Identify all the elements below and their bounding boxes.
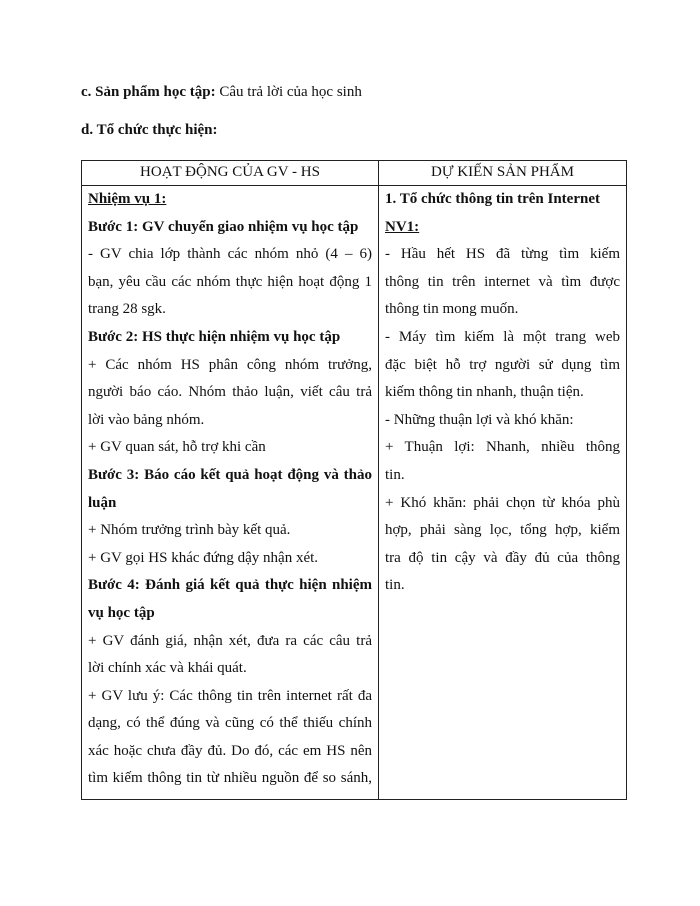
product-line [81,84,362,101]
activity-text-line: + GV quan sát, hỗ trợ khi cần [88,439,266,456]
product-text-line: thông tin mong muốn. [385,301,519,318]
product-text-line: 1. Tổ chức thông tin trên Internet [385,191,600,207]
product-label: c. Sản phẩm học tập: [81,84,216,100]
activity-text-line: trang 28 sgk. [88,301,166,318]
product-text-line: kiếm thông tin nhanh, thuận tiện. [385,384,584,401]
header-expected-product: DỰ KIẾN SẢN PHẨM [379,161,627,186]
product-text-line: + Thuận lợi: Nhanh, nhiều thông [385,439,620,456]
product-text-line: - Máy tìm kiếm là một trang web [385,328,620,345]
activity-text-line: + Nhóm trưởng trình bày kết quả. [88,522,291,539]
organization-line [81,122,218,139]
activity-text-line: + GV đánh giá, nhận xét, đưa ra các câu trả [88,632,372,649]
activity-text-line: Bước 1: GV chuyển giao nhiệm vụ học tập [88,218,359,235]
product-cell [379,186,627,800]
organization-label: d. Tổ chức thực hiện: [81,122,218,138]
product-text: Câu trả lời của học sinh [215,84,362,100]
activity-text-line: tìm kiếm thông tin từ nhiều nguồn để so sánh, [88,770,372,787]
activity-text-line: luận [88,494,117,511]
product-text-line: tin. [385,466,405,483]
product-text-line: tra độ tin cậy và đầy đủ của thông [385,549,620,566]
table-row [82,186,627,800]
activity-cell [82,186,379,800]
activity-text-line: bạn, yêu cầu các nhóm thực hiện hoạt động 1 [88,273,372,290]
activity-text-line: lời vào bảng nhóm. [88,411,205,428]
activity-text-line: Nhiệm vụ 1: [88,191,167,207]
activity-text-line: Bước 4: Đánh giá kết quả thực hiện nhiệm [88,577,372,594]
activity-text-line: người báo cáo. Nhóm thảo luận, viết câu trả [88,384,372,401]
activity-text-line: + GV lưu ý: Các thông tin trên internet rất đa [88,687,372,704]
activity-text-line: xác hoặc chưa đầy đủ. Do đó, các em HS nên [88,742,372,759]
product-text-line: NV1: [385,218,420,235]
activity-text-line: dạng, có thể đúng và cũng có thể thiếu chính [88,715,372,732]
product-text-line: đặc biệt hỗ trợ người sử dụng tìm [385,356,620,373]
activity-text-line: Bước 2: HS thực hiện nhiệm vụ học tập [88,328,341,345]
activity-text-line: lời chính xác và khái quát. [88,660,247,677]
activity-text-line: vụ học tập [88,604,155,621]
product-text-line: + Khó khăn: phải chọn từ khóa phù [385,494,620,511]
product-text-line: thông tin trên internet và tìm được [385,273,620,290]
activity-table [81,160,627,800]
table-header-row [82,161,627,186]
product-text-line: tin. [385,577,405,594]
product-text-line: - Những thuận lợi và khó khăn: [385,411,574,428]
activity-text-line: - GV chia lớp thành các nhóm nhỏ (4 – 6) [88,246,372,263]
product-text-line: - Hầu hết HS đã từng tìm kiếm [385,246,620,263]
header-teacher-student-activity: HOẠT ĐỘNG CỦA GV - HS [82,161,379,186]
activity-text-line: + Các nhóm HS phân công nhóm trưởng, [88,356,372,373]
product-text-line: hợp, phải sàng lọc, tổng hợp, kiểm [385,522,620,539]
activity-text-line: Bước 3: Báo cáo kết quả hoạt động và thảo [88,466,372,483]
activity-text-line: + GV gọi HS khác đứng dậy nhận xét. [88,549,319,566]
